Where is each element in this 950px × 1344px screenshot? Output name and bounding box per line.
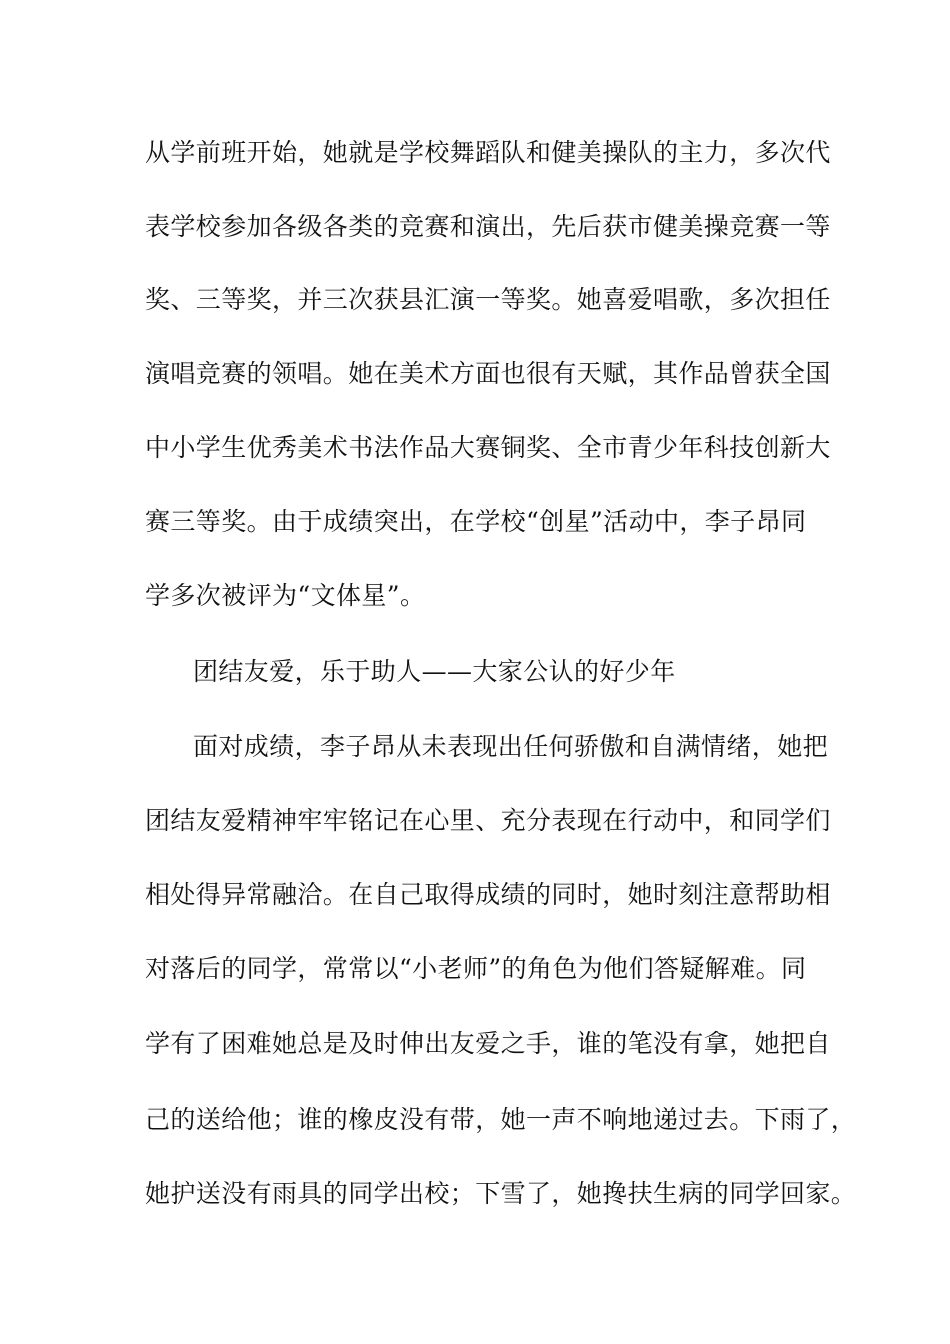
paragraph-line: 对落后的同学，常常以“小老师”的角色为他们答疑解难。同 xyxy=(145,954,807,983)
section-heading: 团结友爱，乐于助人——大家公认的好少年 xyxy=(193,657,676,686)
paragraph-line: 学有了困难她总是及时伸出友爱之手，谁的笔没有拿，她把自 xyxy=(145,1029,831,1058)
paragraph-line: 面对成绩，李子昂从未表现出任何骄傲和自满情绪，她把 xyxy=(193,732,829,761)
paragraph-line: 己的送给他；谁的橡皮没有带，她一声不响地递过去。下雨了， xyxy=(145,1105,857,1134)
paragraph-line: 学多次被评为“文体星”。 xyxy=(145,581,426,610)
paragraph-line: 她护送没有雨具的同学出校；下雪了，她搀扶生病的同学回家。 xyxy=(145,1179,857,1208)
paragraph-line: 表学校参加各级各类的竞赛和演出，先后获市健美操竞赛一等 xyxy=(145,212,831,241)
paragraph-line: 中小学生优秀美术书法作品大赛铜奖、全市青少年科技创新大 xyxy=(145,433,831,462)
paragraph-line: 奖、三等奖，并三次获县汇演一等奖。她喜爱唱歌，多次担任 xyxy=(145,285,831,314)
paragraph-line: 演唱竞赛的领唱。她在美术方面也很有天赋，其作品曾获全国 xyxy=(145,359,831,388)
paragraph-line: 从学前班开始，她就是学校舞蹈队和健美操队的主力，多次代 xyxy=(145,138,831,167)
paragraph-line: 团结友爱精神牢牢铭记在心里、充分表现在行动中，和同学们 xyxy=(145,806,831,835)
paragraph-line: 相处得异常融洽。在自己取得成绩的同时，她时刻注意帮助相 xyxy=(145,880,831,909)
paragraph-line: 赛三等奖。由于成绩突出，在学校“创星”活动中，李子昂同 xyxy=(145,507,807,536)
